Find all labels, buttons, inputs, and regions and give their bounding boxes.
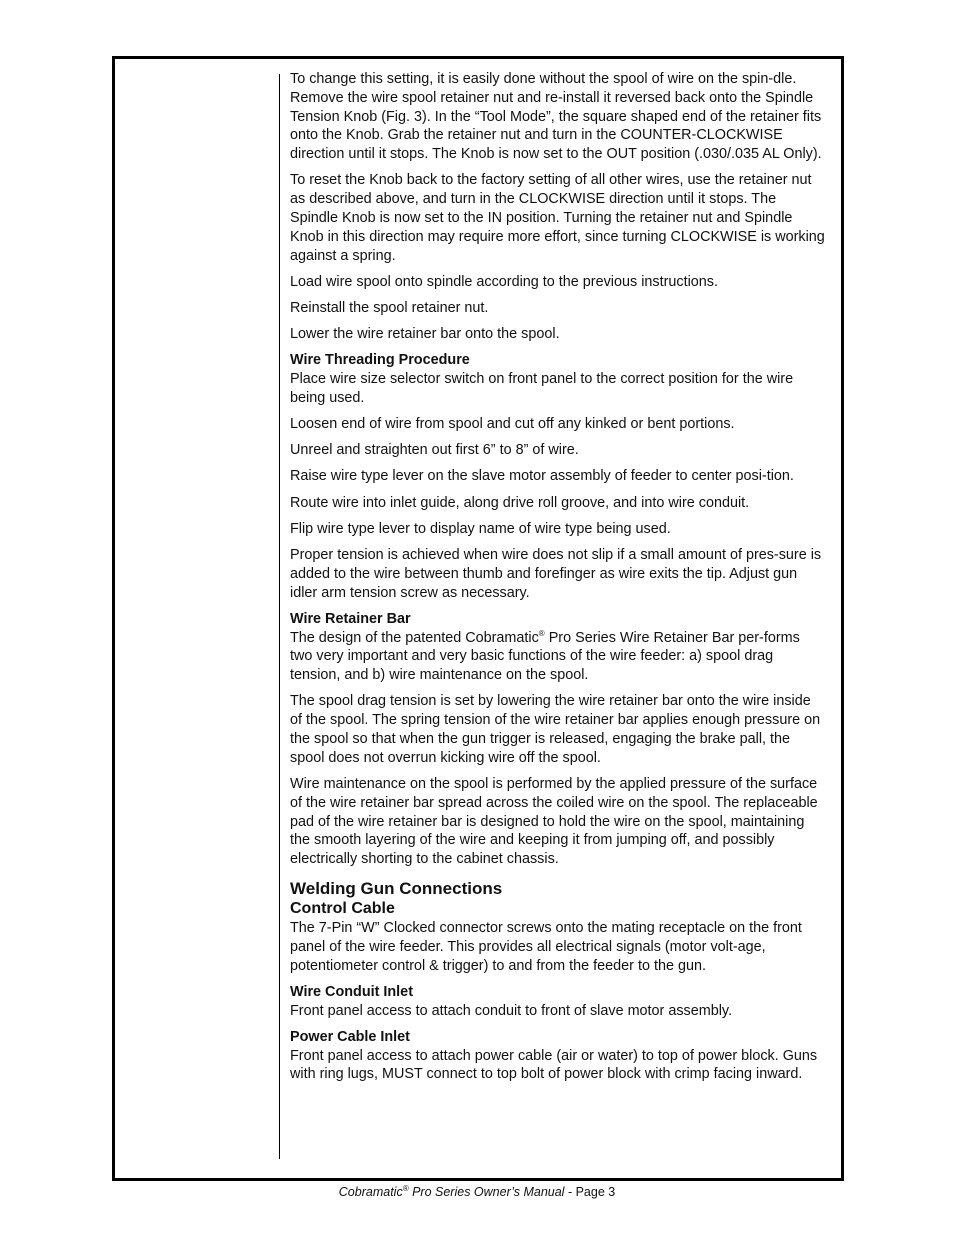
paragraph-reinstall-nut: Reinstall the spool retainer nut. (290, 299, 489, 316)
power-inlet-text: Front panel access to attach power cable (air or water) to top of power block. Guns with ring lugs, MUST connect to top bolt of power block with crimp facing inward. (290, 1047, 818, 1083)
threading-paragraph: Raise wire type lever on the slave motor assembly of feeder to center posi-tion. (290, 468, 794, 485)
conduit-inlet-heading: Wire Conduit Inlet (290, 983, 413, 1000)
control-cable-section (290, 899, 825, 975)
power-inlet-section (290, 1028, 825, 1084)
paragraph-change-setting: To change this setting, it is easily done without the spool of wire on the spin-dle. Remove the wire spool retainer nut and re-install it reversed back onto the Spindle Tension Knob (Fig. 3). In the “Tool Mode”, the square shaped end of the retainer fits onto the Knob. Grab the retainer nut and turn in the COUNTER-CLOCKWISE direction until it stops. The Knob is now set to the OUT position (.030/.035 AL Only). (290, 71, 822, 163)
threading-paragraph: Unreel and straighten out first 6” to 8” of wire. (290, 442, 579, 459)
threading-section (290, 351, 825, 407)
threading-heading: Wire Threading Procedure (290, 352, 470, 369)
footer-manual-title: Pro Series Owner’s Manual (408, 1185, 565, 1199)
footer-page-number: - Page 3 (564, 1185, 616, 1199)
retainer-heading: Wire Retainer Bar (290, 610, 411, 627)
control-cable-heading: Control Cable (290, 899, 395, 917)
control-cable-text: The 7-Pin “W” Clocked connector screws onto the mating receptacle on the front panel of the wire feeder. This provides all electrical signals (motor volt-age, potentiometer control & trigger) to and from the feeder to the gun. (290, 919, 802, 974)
footer-registered-mark: ® (402, 1183, 409, 1193)
threading-first-paragraph: Place wire size selector switch on front panel to the correct position for the wire being used. (290, 371, 794, 406)
retainer-paragraph: The spool drag tension is set by lowering the wire retainer bar onto the wire inside of the spool. The spring tension of the wire retainer bar applies enough pressure on the spool so that when the gun trigger is released, engaging the brake pall, the spool does not overrun kicking wire off the spool. (290, 693, 821, 766)
retainer-first-paragraph (290, 630, 800, 684)
threading-paragraph: Route wire into inlet guide, along drive roll groove, and into wire conduit. (290, 494, 750, 511)
main-text-column (290, 70, 825, 1092)
paragraph-load-spool: Load wire spool onto spindle according to the previous instructions. (290, 273, 718, 290)
retainer-section (290, 610, 825, 685)
paragraph-reset-knob: To reset the Knob back to the factory setting of all other wires, use the retainer nut as described above, and turn in the CLOCKWISE direction until it stops. The Spindle Knob is now set to the IN position. Turning the retainer nut and Spindle Knob in this direction may require more effort, since turning CLOCKWISE is working against a spring. (290, 172, 825, 264)
column-divider (279, 74, 280, 1159)
retainer-paragraph: Wire maintenance on the spool is performed by the applied pressure of the surface of the wire retainer bar spread across the coiled wire on the spool. The replaceable pad of the wire retainer bar is designed to hold the wire on the spool, maintaining the smooth layering of the wire and keeping it from jumping off, and possibly electrically shorting to the cabinet chassis. (290, 775, 818, 868)
registered-mark: ® (538, 628, 545, 638)
threading-paragraph: Flip wire type lever to display name of wire type being used. (290, 520, 671, 537)
gun-connections-heading: Welding Gun Connections (290, 878, 503, 898)
power-inlet-heading: Power Cable Inlet (290, 1028, 410, 1045)
conduit-inlet-section (290, 983, 825, 1021)
threading-paragraph: Proper tension is achieved when wire does not slip if a small amount of pres-sure is added to the wire between thumb and forefinger as wire exits the tip. Adjust gun idler arm tension screw as necessary. (290, 547, 822, 601)
retainer-first-text-a: The design of the patented Cobramatic (290, 629, 539, 646)
page-footer (0, 1184, 954, 1200)
retainer-first-text-b: Pro Series Wire Retainer Bar per-forms two very important and very basic functions of the wire feeder: a) spool drag tension, and b) wire maintenance on the spool. (290, 629, 800, 684)
threading-paragraph: Loosen end of wire from spool and cut off any kinked or bent portions. (290, 416, 735, 433)
conduit-inlet-text: Front panel access to attach conduit to front of slave motor assembly. (290, 1002, 733, 1019)
paragraph-lower-bar: Lower the wire retainer bar onto the spool. (290, 326, 560, 343)
footer-brand: Cobramatic (338, 1185, 403, 1199)
